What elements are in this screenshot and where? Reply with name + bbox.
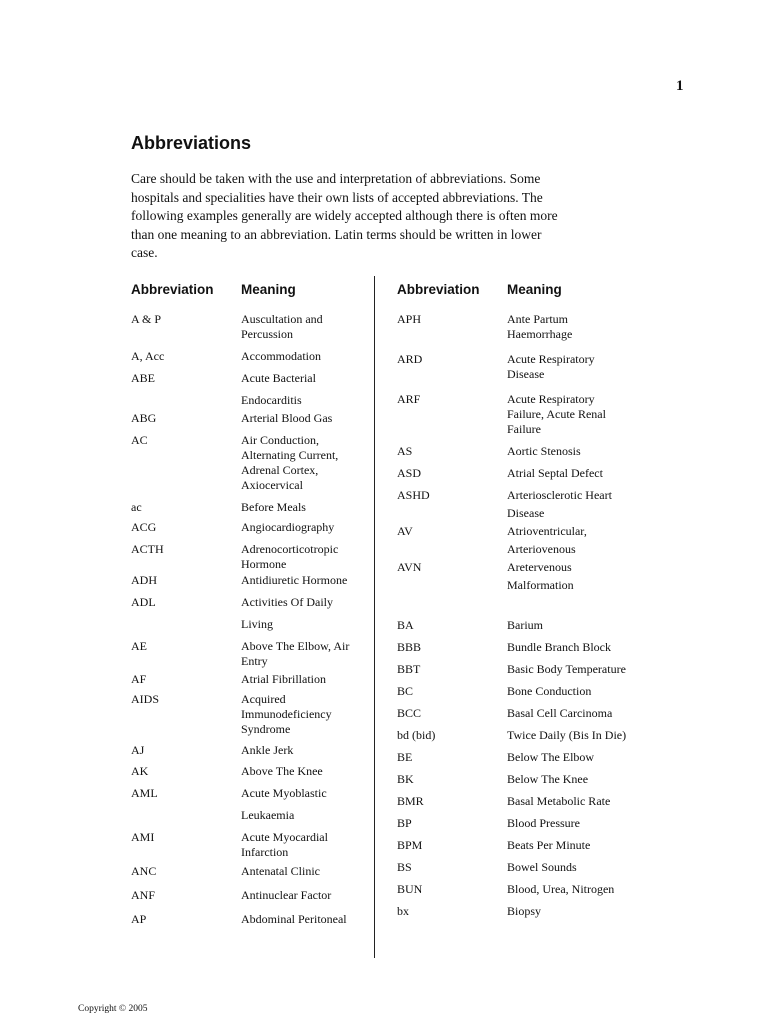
abbreviation-cell: AIDS [131, 692, 160, 706]
copyright-notice: Copyright © 2005 [78, 1004, 148, 1014]
abbreviation-cell: AC [131, 433, 148, 447]
abbreviation-cell: AVN [397, 560, 422, 574]
abbreviation-cell: AMI [131, 830, 155, 844]
meaning-cell: Angiocardiography [241, 520, 335, 534]
table-row [397, 466, 642, 481]
meaning-cell: Endocarditis [241, 393, 302, 407]
abbreviation-cell: AK [131, 764, 149, 778]
abbreviation-cell: ac [131, 500, 142, 514]
table-row [397, 618, 642, 633]
table-row [131, 312, 376, 342]
table-row [397, 444, 642, 459]
abbreviation-cell: ABG [131, 411, 157, 425]
abbreviation-cell: A, Acc [131, 349, 165, 363]
table-row [131, 912, 376, 927]
abbreviation-cell: bd (bid) [397, 728, 436, 742]
abbreviation-cell: A & P [131, 312, 162, 326]
table-row [397, 662, 642, 677]
table-row [131, 808, 376, 823]
abbreviation-cell: ARF [397, 392, 421, 406]
abbreviation-cell [131, 808, 241, 823]
abbreviation-cell: BMR [397, 794, 424, 808]
abbreviation-cell: bx [397, 904, 409, 918]
table-row [131, 500, 376, 515]
table-header [131, 282, 376, 312]
table-row [131, 595, 376, 610]
table-row [131, 349, 376, 364]
abbreviation-cell: BBB [397, 640, 422, 654]
table-row [131, 573, 376, 588]
meaning-cell: Bone Conduction [507, 684, 592, 698]
abbreviation-cell [397, 542, 507, 557]
intro-paragraph: Care should be taken with the use and interpretation of abbreviations. Some hospitals and specialities have their own lists of accepted abbreviations. The following examples generally are widely accepted although there is often more than one meaning to an abbreviation. Latin terms should be written in lower case. [131, 171, 558, 260]
abbreviation-cell: AV [397, 524, 413, 538]
abbreviation-cell [131, 393, 241, 408]
page-number: 1 [676, 78, 684, 94]
meaning-cell: Air Conduction, Alternating Current, Adrenal Cortex, Axiocervical [241, 433, 339, 492]
table-row [131, 393, 376, 408]
table-row [131, 888, 376, 903]
abbreviation-header: Abbreviation [131, 282, 214, 297]
column-divider [374, 276, 375, 958]
table-row [397, 392, 642, 437]
table-row [131, 639, 376, 669]
abbreviation-cell: ASD [397, 466, 422, 480]
table-row [131, 411, 376, 426]
meaning-cell: Basal Cell Carcinoma [507, 706, 613, 720]
abbreviation-cell: AML [131, 786, 158, 800]
table-row [397, 640, 642, 655]
meaning-cell: Bundle Branch Block [507, 640, 611, 654]
abbreviation-cell: AP [131, 912, 147, 926]
table-row [397, 524, 642, 539]
right-table-body [397, 312, 642, 919]
abbreviation-cell: ADH [131, 573, 157, 587]
meaning-cell: Basic Body Temperature [507, 662, 626, 676]
meaning-cell: Biopsy [507, 904, 542, 918]
table-row [397, 684, 642, 699]
abbreviation-cell: ANC [131, 864, 157, 878]
page-title: Abbreviations [131, 133, 252, 153]
meaning-cell: Acquired Immunodeficiency Syndrome [241, 692, 332, 736]
abbreviation-cell: ACG [131, 520, 157, 534]
abbreviation-cell: AF [131, 672, 147, 686]
meaning-cell: Antidiuretic Hormone [241, 573, 348, 587]
meaning-cell: Antenatal Clinic [241, 864, 320, 878]
meaning-cell: Living [241, 617, 273, 631]
meaning-cell: Ankle Jerk [241, 743, 294, 757]
abbreviation-cell [397, 578, 507, 593]
meaning-cell: Disease [507, 506, 545, 520]
right-abbreviation-table [397, 282, 642, 919]
meaning-cell: Blood, Urea, Nitrogen [507, 882, 615, 896]
meaning-cell: Accommodation [241, 349, 321, 363]
table-row [131, 786, 376, 801]
table-row [131, 830, 376, 860]
abbreviation-cell: BBT [397, 662, 421, 676]
table-row [131, 864, 376, 879]
meaning-cell: Acute Myocardial Infarction [241, 830, 328, 859]
meaning-cell: Abdominal Peritoneal [241, 912, 347, 926]
table-row [397, 542, 642, 557]
table-row [131, 743, 376, 758]
table-row [131, 433, 376, 493]
meaning-cell: Barium [507, 618, 543, 632]
abbreviation-header: Abbreviation [397, 282, 480, 297]
abbreviation-cell: APH [397, 312, 422, 326]
abbreviation-cell: BUN [397, 882, 423, 896]
meaning-cell: Blood Pressure [507, 816, 580, 830]
table-row [397, 728, 642, 743]
table-row [397, 860, 642, 875]
abbreviation-cell: BCC [397, 706, 422, 720]
meaning-cell: Beats Per Minute [507, 838, 591, 852]
meaning-cell: Atrial Fibrillation [241, 672, 326, 686]
abbreviation-cell: BP [397, 816, 412, 830]
abbreviation-cell: AE [131, 639, 147, 653]
table-row [131, 617, 376, 632]
meaning-cell: Basal Metabolic Rate [507, 794, 611, 808]
meaning-cell: Activities Of Daily [241, 595, 333, 609]
meaning-header: Meaning [507, 282, 562, 297]
meaning-cell: Arterial Blood Gas [241, 411, 333, 425]
meaning-cell: Aortic Stenosis [507, 444, 581, 458]
table-row [397, 506, 642, 521]
table-row [397, 838, 642, 853]
table-row [131, 542, 376, 572]
meaning-cell: Malformation [507, 578, 574, 592]
meaning-cell: Aretervenous [507, 560, 572, 574]
table-row [397, 352, 642, 382]
table-row [397, 578, 642, 593]
abbreviation-cell [131, 617, 241, 632]
abbreviation-cell: ANF [131, 888, 156, 902]
abbreviation-cell: BE [397, 750, 413, 764]
table-header [397, 282, 642, 312]
abbreviation-cell: ASHD [397, 488, 430, 502]
meaning-cell: Acute Respiratory Failure, Acute Renal Failure [507, 392, 606, 436]
meaning-cell: Below The Knee [507, 772, 589, 786]
meaning-cell: Auscultation and Percussion [241, 312, 323, 341]
meaning-cell: Bowel Sounds [507, 860, 577, 874]
meaning-cell: Atrial Septal Defect [507, 466, 603, 480]
meaning-cell: Above The Elbow, Air Entry [241, 639, 350, 668]
table-row [131, 692, 376, 737]
meaning-cell: Antinuclear Factor [241, 888, 332, 902]
abbreviation-cell: ARD [397, 352, 423, 366]
table-row [397, 750, 642, 765]
table-row [397, 882, 642, 897]
meaning-cell: Arteriovenous [507, 542, 576, 556]
abbreviation-cell: ADL [131, 595, 156, 609]
abbreviation-cell [397, 506, 507, 521]
meaning-cell: Adrenocorticotropic Hormone [241, 542, 339, 571]
abbreviation-cell: BK [397, 772, 414, 786]
meaning-cell: Below The Elbow [507, 750, 595, 764]
abbreviation-cell: AJ [131, 743, 145, 757]
abbreviation-cell: ABE [131, 371, 155, 385]
table-row [397, 560, 642, 575]
meaning-cell: Ante Partum Haemorrhage [507, 312, 573, 341]
table-row [397, 772, 642, 787]
left-abbreviation-table [131, 282, 376, 927]
meaning-cell: Acute Respiratory Disease [507, 352, 595, 381]
left-table-body [131, 312, 376, 927]
meaning-cell: Above The Knee [241, 764, 323, 778]
table-row [131, 371, 376, 386]
table-row [397, 706, 642, 721]
abbreviation-cell: ACTH [131, 542, 164, 556]
table-row [131, 520, 376, 535]
table-row [131, 672, 376, 687]
meaning-cell: Before Meals [241, 500, 306, 514]
meaning-cell: Atrioventricular, [507, 524, 587, 538]
meaning-cell: Arteriosclerotic Heart [507, 488, 612, 502]
abbreviation-cell: BA [397, 618, 414, 632]
meaning-cell: Acute Myoblastic [241, 786, 327, 800]
abbreviation-cell: BC [397, 684, 414, 698]
meaning-header: Meaning [241, 282, 296, 297]
meaning-cell: Acute Bacterial [241, 371, 316, 385]
table-row [397, 312, 642, 342]
table-row [397, 816, 642, 831]
table-row [397, 904, 642, 919]
abbreviation-cell: BPM [397, 838, 423, 852]
table-row [397, 794, 642, 809]
meaning-cell: Leukaemia [241, 808, 295, 822]
meaning-cell: Twice Daily (Bis In Die) [507, 728, 627, 742]
abbreviation-cell: BS [397, 860, 412, 874]
abbreviation-cell: AS [397, 444, 413, 458]
table-row [131, 764, 376, 779]
table-row [397, 488, 642, 503]
